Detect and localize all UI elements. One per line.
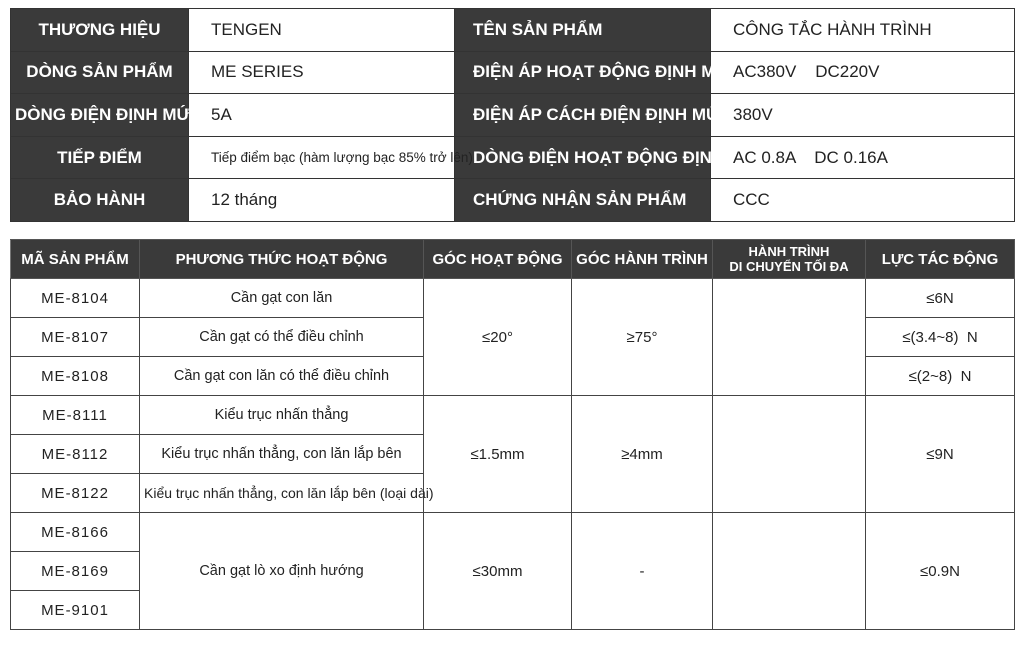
spec-label: DÒNG SẢN PHẨM	[11, 51, 189, 94]
model-code: ME-8108	[11, 357, 140, 396]
header-travel-angle: GÓC HÀNH TRÌNH	[572, 240, 713, 279]
spec-label: DÒNG ĐIỆN HOẠT ĐỘNG ĐỊNH MỨC	[455, 136, 711, 179]
method: Kiểu trục nhấn thẳng, con lăn lắp bên (loại dài)	[140, 474, 424, 513]
model-code: ME-9101	[11, 591, 140, 630]
spec-label: THƯƠNG HIỆU	[11, 9, 189, 52]
spec-value: 380V	[711, 94, 1015, 137]
header-method: PHƯƠNG THỨC HOẠT ĐỘNG	[140, 240, 424, 279]
spec-row	[11, 94, 1015, 137]
spec-value: CÔNG TẮC HÀNH TRÌNH	[711, 9, 1015, 52]
method: Cần gạt con lăn	[140, 279, 424, 318]
table-row	[11, 396, 1015, 435]
spec-value: 12 tháng	[189, 179, 455, 222]
product-table	[10, 239, 1015, 630]
table-row	[11, 513, 1015, 552]
operating-angle: ≤30mm	[424, 513, 572, 630]
model-code: ME-8166	[11, 513, 140, 552]
force: ≤(2~8) N	[866, 357, 1015, 396]
spec-label: TÊN SẢN PHẨM	[455, 9, 711, 52]
spec-value: CCC	[711, 179, 1015, 222]
method: Kiểu trục nhấn thẳng, con lăn lắp bên	[140, 435, 424, 474]
header-force: LỰC TÁC ĐỘNG	[866, 240, 1015, 279]
spec-label: ĐIỆN ÁP CÁCH ĐIỆN ĐỊNH MỨC	[455, 94, 711, 137]
spec-value: ME SERIES	[189, 51, 455, 94]
force: ≤9N	[866, 396, 1015, 513]
spec-label: DÒNG ĐIỆN ĐỊNH MỨC	[11, 94, 189, 137]
spec-row	[11, 9, 1015, 52]
force: ≤6N	[866, 279, 1015, 318]
travel-angle: ≥4mm	[572, 396, 713, 513]
model-code: ME-8107	[11, 318, 140, 357]
model-code: ME-8104	[11, 279, 140, 318]
spec-value: 5A	[189, 94, 455, 137]
header-operating-angle: GÓC HOẠT ĐỘNG	[424, 240, 572, 279]
header-max-travel: HÀNH TRÌNH DI CHUYỂN TỐI ĐA	[713, 240, 866, 279]
header-row	[11, 240, 1015, 279]
spec-row	[11, 51, 1015, 94]
method: Cần gạt lò xo định hướng	[140, 513, 424, 630]
spec-row	[11, 136, 1015, 179]
model-code: ME-8122	[11, 474, 140, 513]
max-travel	[713, 513, 866, 630]
operating-angle: ≤1.5mm	[424, 396, 572, 513]
operating-angle: ≤20°	[424, 279, 572, 396]
spec-label: BẢO HÀNH	[11, 179, 189, 222]
header-model: MÃ SẢN PHẨM	[11, 240, 140, 279]
model-code: ME-8112	[11, 435, 140, 474]
max-travel	[713, 396, 866, 513]
travel-angle: ≥75°	[572, 279, 713, 396]
spec-label: TIẾP ĐIỂM	[11, 136, 189, 179]
force: ≤(3.4~8) N	[866, 318, 1015, 357]
model-code: ME-8169	[11, 552, 140, 591]
max-travel	[713, 279, 866, 396]
spec-value: TENGEN	[189, 9, 455, 52]
spec-value: AC 0.8A DC 0.16A	[711, 136, 1015, 179]
spec-row	[11, 179, 1015, 222]
spec-label: ĐIỆN ÁP HOẠT ĐỘNG ĐỊNH MỨC	[455, 51, 711, 94]
spec-value: AC380V DC220V	[711, 51, 1015, 94]
method: Cần gạt con lăn có thể điều chỉnh	[140, 357, 424, 396]
force: ≤0.9N	[866, 513, 1015, 630]
method: Cần gạt có thể điều chỉnh	[140, 318, 424, 357]
travel-angle: -	[572, 513, 713, 630]
spec-value: Tiếp điểm bạc (hàm lượng bạc 85% trở lên)	[189, 136, 455, 179]
model-code: ME-8111	[11, 396, 140, 435]
spec-label: CHỨNG NHẬN SẢN PHẨM	[455, 179, 711, 222]
method: Kiểu trục nhấn thẳng	[140, 396, 424, 435]
table-row	[11, 279, 1015, 318]
spec-table	[10, 8, 1015, 222]
